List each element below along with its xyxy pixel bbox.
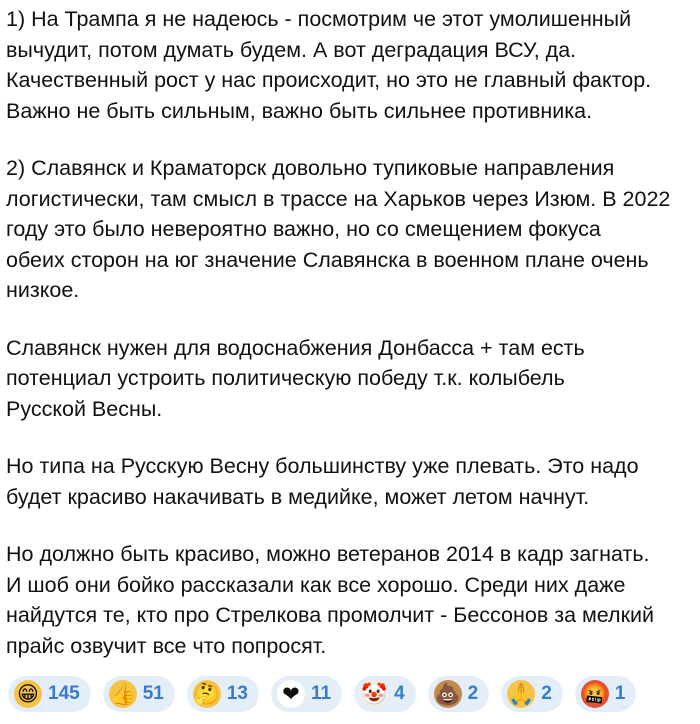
message-line: вычудит, потом думать будем. А вот деградация ВСУ, да. <box>6 37 577 62</box>
thinking-face-icon: 🤔 <box>193 680 221 708</box>
message-line: Русской Весны. <box>6 396 163 421</box>
message-paragraph <box>6 451 696 512</box>
message-paragraph <box>6 539 696 661</box>
message-line: будет красиво накачивать в медийке, может летом начнут. <box>6 484 590 509</box>
message-line: Но должно быть красиво, можно ветеранов 2014 в кадр загнать. <box>6 542 650 566</box>
reaction-button[interactable] <box>8 676 91 712</box>
message-line: логистически, там смысл в трассе на Харьков через Изюм. В 2022 <box>6 186 671 211</box>
message-paragraph <box>6 4 696 126</box>
pile-of-poo-icon: 💩 <box>434 680 462 708</box>
clown-face-icon: 🤡 <box>360 680 388 708</box>
reaction-count: 4 <box>394 683 405 704</box>
message-line: потенциал устроить политическую победу т.к. колыбель <box>6 366 565 390</box>
message-line: Качественный рост у нас происходит, но это не главный фактор. <box>6 68 652 92</box>
reaction-button[interactable] <box>575 676 637 712</box>
reaction-count: 2 <box>541 683 552 704</box>
reaction-button[interactable] <box>501 676 563 712</box>
message-line: найдутся те, кто про Стрелкова промолчит - Бессонов за мелкий <box>6 603 655 627</box>
message-paragraph <box>6 153 696 306</box>
reactions-bar <box>8 676 636 712</box>
reaction-button[interactable] <box>354 676 416 712</box>
reaction-count: 11 <box>310 683 332 704</box>
reaction-button[interactable] <box>428 676 490 712</box>
red-heart-icon: ❤ <box>277 680 305 708</box>
message-line: Важно не быть сильным, важно быть сильнее противника. <box>6 98 593 123</box>
message-line: обеих сторон на юг значение Славянска в военном плане очень <box>6 247 649 272</box>
reaction-button[interactable] <box>103 676 175 712</box>
message-line: прайс озвучит все что попросят. <box>6 633 327 658</box>
message-line: И шоб они бойко рассказали как все хорошо. Среди них даже <box>6 572 626 597</box>
reaction-button[interactable] <box>187 676 259 712</box>
face-with-symbols-icon: 🤬 <box>581 680 609 708</box>
message-text <box>6 4 696 688</box>
reaction-count: 145 <box>48 683 80 704</box>
message-line: низкое. <box>6 278 80 302</box>
message-line: 2) Славянск и Краматорск довольно тупиковые направления <box>6 156 615 180</box>
thumbs-up-icon: 👍 <box>109 680 137 708</box>
grinning-face-icon: 😁 <box>14 680 42 708</box>
message-line: Славянск нужен для водоснабжения Донбасса + там есть <box>6 335 585 360</box>
message-line: Но типа на Русскую Весну большинству уже плевать. Это надо <box>6 454 639 478</box>
reaction-button[interactable] <box>271 676 342 712</box>
message-line: году это было невероятно важно, но со смещением фокуса <box>6 217 601 241</box>
reaction-count: 13 <box>226 683 248 704</box>
reaction-count: 1 <box>614 683 626 704</box>
message-line: 1) На Трампа я не надеюсь - посмотрим че этот умолишенный <box>6 7 632 31</box>
folded-hands-icon: 🙏 <box>507 680 535 708</box>
reaction-count: 2 <box>467 683 479 704</box>
reaction-count: 51 <box>142 683 164 704</box>
message-paragraph <box>6 333 696 425</box>
